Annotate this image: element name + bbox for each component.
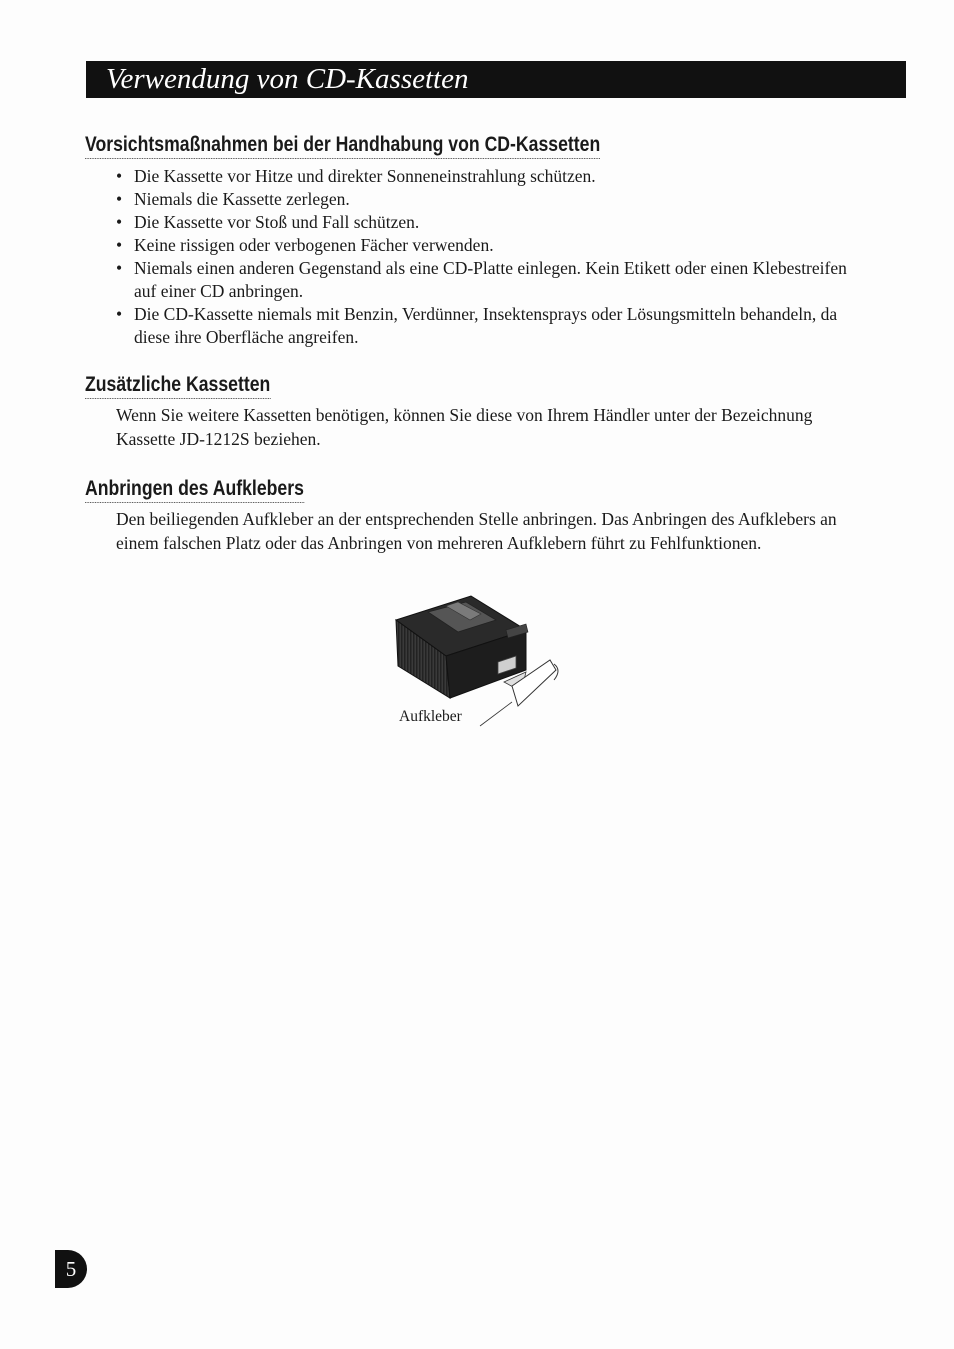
- paragraph-sticker: Den beiliegenden Aufkleber an der entsprechenden Stelle anbringen. Das Anbringen des Aufklebers an einem falschen Platz oder das Anbringen von mehreren Aufklebern führt zu Fehlfunktionen.: [116, 509, 837, 553]
- page-title: Verwendung von CD-Kassetten: [106, 63, 469, 95]
- list-item: • Die Kassette vor Stoß und Fall schützen.: [116, 211, 856, 234]
- heading-precautions: Vorsichtsmaßnahmen bei der Handhabung von CD-Kassetten: [85, 133, 600, 159]
- list-item: • Die Kassette vor Hitze und direkter Sonneneinstrahlung schützen.: [116, 165, 856, 188]
- figure-label: Aufkleber: [399, 708, 462, 725]
- heading-sticker: Anbringen des Aufklebers: [85, 477, 304, 503]
- paragraph-additional-cassettes: Wenn Sie weitere Kassetten benötigen, können Sie diese von Ihrem Händler unter der Bezeichnung Kassette JD-1212S beziehen.: [116, 405, 813, 449]
- list-item: • Keine rissigen oder verbogenen Fächer verwenden.: [116, 234, 856, 257]
- title-bar: [86, 61, 906, 98]
- heading-additional-cassettes: Zusätzliche Kassetten: [85, 373, 270, 399]
- list-item: • Niemals einen anderen Gegenstand als eine CD-Platte einlegen. Kein Etikett oder einen Klebestreifen auf einer CD anbringen.: [116, 257, 856, 303]
- precautions-list: [116, 165, 856, 349]
- page-number-tab: [55, 1250, 87, 1288]
- list-item: • Niemals die Kassette zerlegen.: [116, 188, 856, 211]
- page-number: 5: [65, 1257, 77, 1281]
- list-item: • Die CD-Kassette niemals mit Benzin, Verdünner, Insektensprays oder Lösungsmitteln behandeln, da diese ihre Oberfläche angreifen.: [116, 303, 856, 349]
